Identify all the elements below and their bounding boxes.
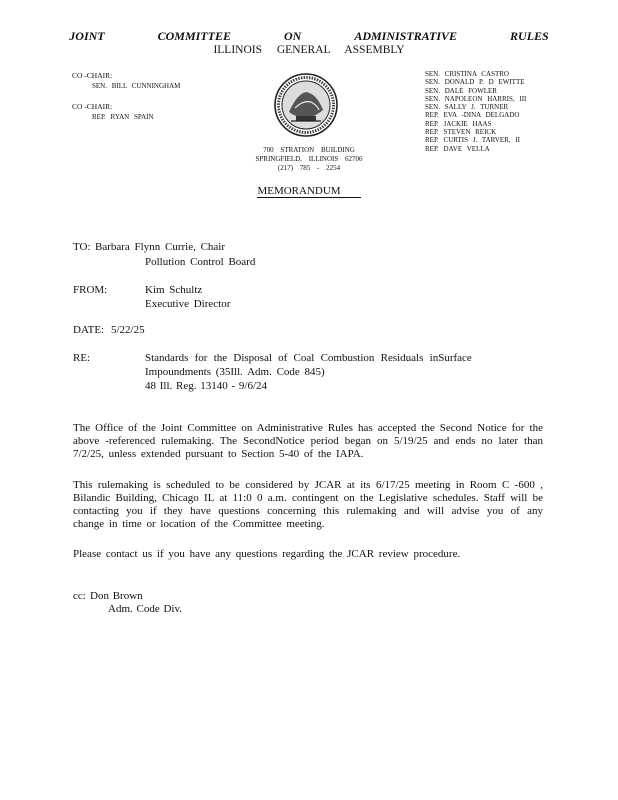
to-label: TO:: [73, 241, 91, 253]
member-name: REP. STEVEN REICK: [425, 128, 497, 137]
member-name: REP. EVA -DINA DELGADO: [425, 111, 520, 120]
date-label: DATE:: [73, 324, 105, 336]
committee-word: ADMINISTRATIVE: [354, 29, 458, 43]
from-label: FROM:: [73, 284, 108, 296]
committee-name: [0, 29, 618, 44]
committee-word: COMMITTEE: [157, 29, 231, 43]
member-name: SEN. DALE FOWLER: [425, 86, 497, 95]
to-org: Pollution Control Board: [145, 256, 256, 268]
body-paragraph: This rulemaking is scheduled to be considered by JCAR at its 6/17/25 meeting in Room C -600 , Bilandic Building, Chicago IL at 11:0 0 a.m. contingent on the Legislative schedules. Staff will be contacting you if they have questions concerning this rulemaking and will advise you of any change in time or location of the Committee meeting.: [73, 479, 543, 530]
committee-word: RULES: [510, 29, 549, 43]
memo-title-wrap: [0, 185, 618, 197]
committee-word: ON: [283, 29, 302, 43]
cc-dept: Adm. Code Div.: [108, 603, 183, 615]
address-line: SPRINGFIELD, ILLINOIS 62706: [255, 155, 363, 163]
cc-name: Don Brown: [90, 590, 143, 602]
member-name: SEN. CRISTINA CASTRO: [425, 70, 509, 78]
memo-title: MEMORANDUM: [257, 185, 360, 198]
date-value: 5/22/25: [111, 324, 145, 336]
member-name: SEN. DONALD P. D EWITTE: [425, 78, 525, 87]
address-line: 700 STRATION BUILDING: [263, 146, 355, 154]
re-citation: 48 Ill. Reg. 13140 - 9/6/24: [145, 380, 268, 392]
committee-address: [250, 146, 368, 173]
member-name: SEN. SALLY J. TURNER: [425, 103, 509, 112]
address-phone: (217) 785 - 2254: [277, 164, 341, 172]
from-title: Executive Director: [145, 298, 231, 310]
assembly-name: ILLINOIS GENERAL ASSEMBLY: [213, 44, 405, 56]
member-name: REP. CURTIS J. TARVER, II: [425, 136, 520, 145]
co-chair-label: CO -CHAIR:: [72, 71, 113, 80]
member-name: SEN. NAPOLEON HARRIS, III: [425, 94, 527, 103]
co-chair-name: SEN. BILL CUNNINGHAM: [92, 82, 181, 90]
body-paragraph: Please contact us if you have any questions regarding the JCAR review procedure.: [73, 548, 461, 560]
state-seal-icon: [273, 72, 339, 138]
committee-word: JOINT: [69, 29, 105, 43]
from-name: Kim Schultz: [145, 284, 203, 296]
co-chair-name: REP. RYAN SPAIN: [92, 113, 154, 121]
re-line: Impoundments (35Ill. Adm. Code 845): [145, 366, 325, 378]
body-paragraph: The Office of the Joint Committee on Administrative Rules has accepted the Second Notice for the above -referenced rulemaking. The SecondNotice period began on 5/19/25 and ends no later than 7/2/25, unless extended pursuant to Section 5-40 of the IAPA.: [73, 422, 543, 460]
committee-members: [425, 70, 615, 153]
re-label: RE:: [73, 352, 91, 364]
co-chair-label: CO -CHAIR:: [72, 102, 113, 111]
cc-label: cc:: [73, 590, 86, 602]
to-name: Barbara Flynn Currie, Chair: [95, 241, 226, 253]
member-name: REP. DAVE VELLA: [425, 144, 490, 153]
re-line: Standards for the Disposal of Coal Combustion Residuals inSurface: [145, 352, 472, 364]
member-name: REP. JACKIE HAAS: [425, 119, 492, 128]
